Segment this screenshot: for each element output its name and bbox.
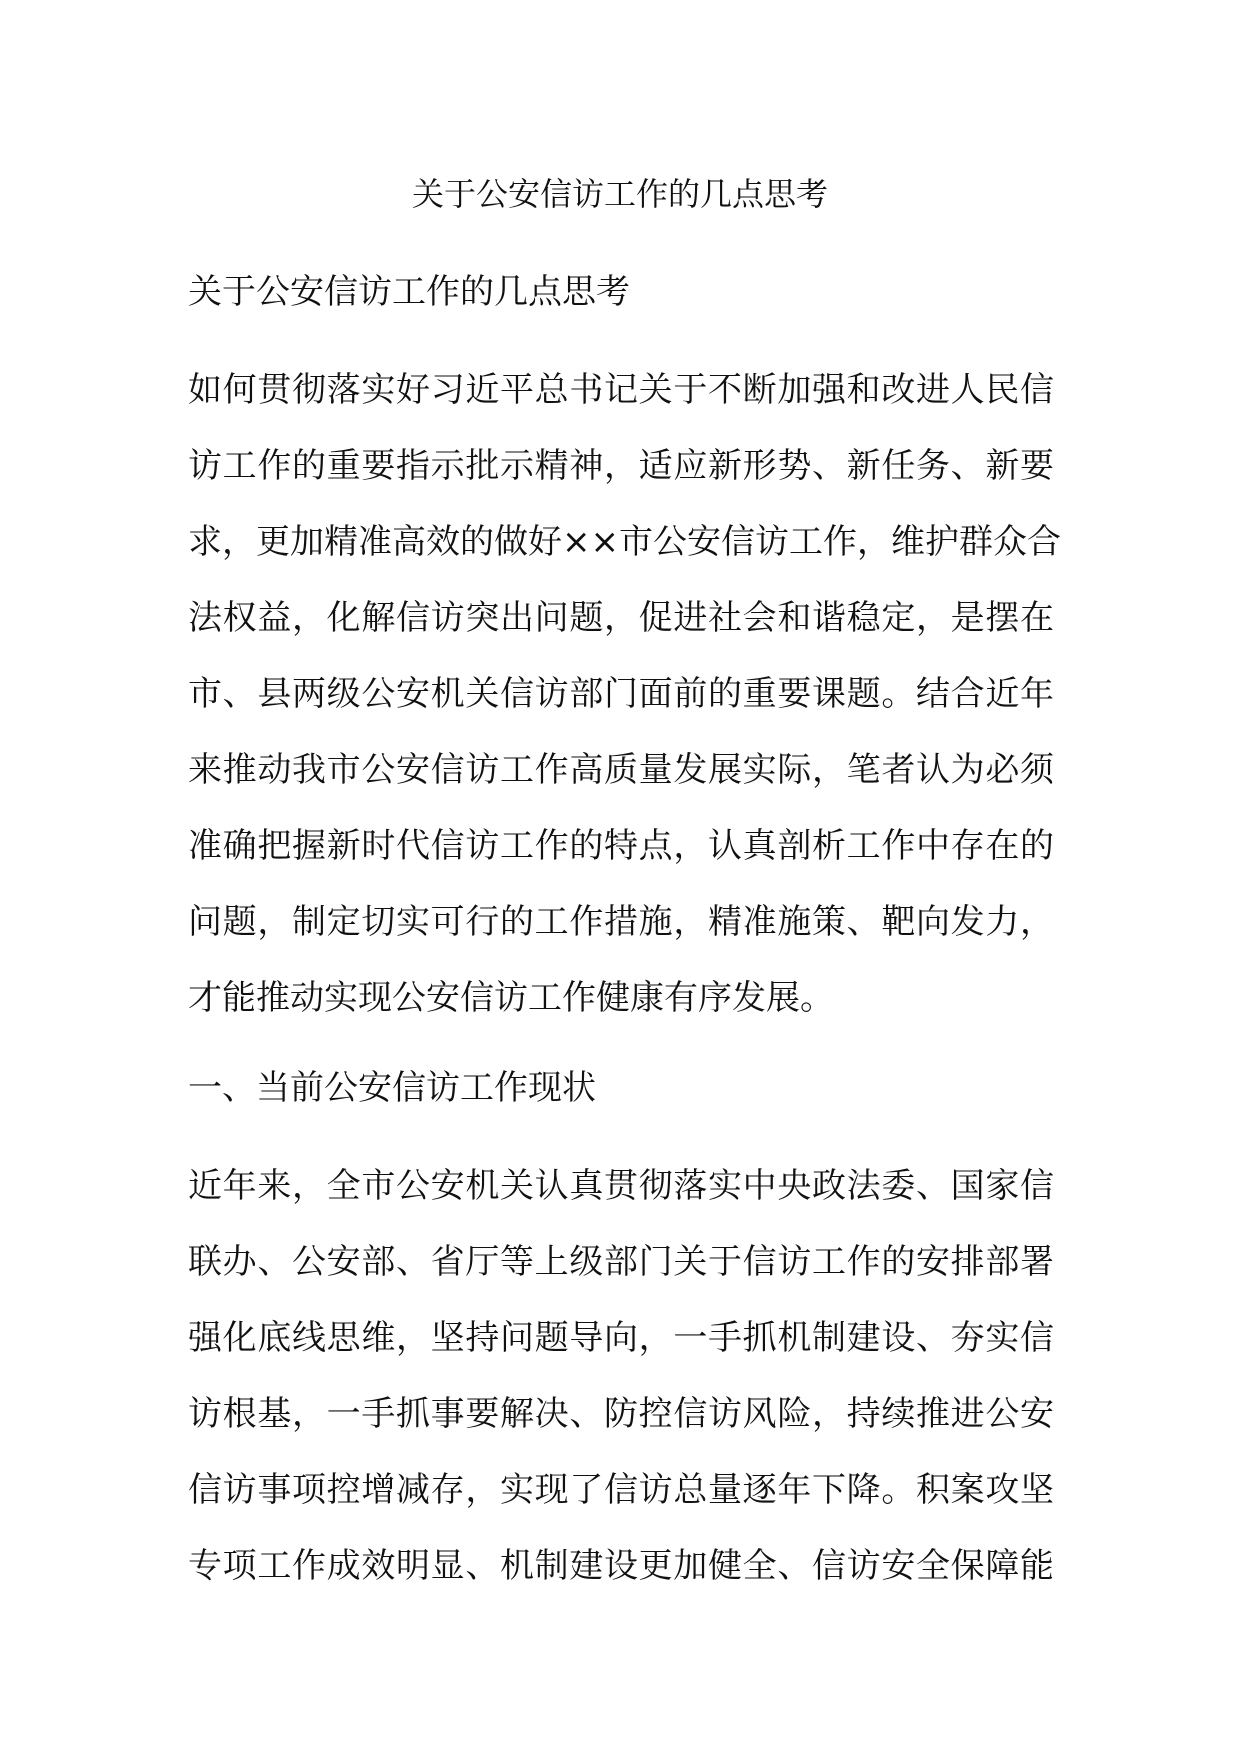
paragraph-line: 来推动我市公安信访工作高质量发展实际，笔者认为必须	[188, 750, 1054, 790]
paragraph-line: 专项工作成效明显、机制建设更加健全、信访安全保障能	[188, 1546, 1054, 1586]
paragraph-status	[188, 1148, 1054, 1604]
paragraph-line: 问题，制定切实可行的工作措施，精准施策、靶向发力，	[188, 902, 1054, 942]
paragraph-line: 近年来，全市公安机关认真贯彻落实中央政法委、国家信	[188, 1166, 1054, 1206]
paragraph-intro	[188, 352, 1061, 1036]
paragraph-line: 市、县两级公安机关信访部门面前的重要课题。结合近年	[188, 674, 1054, 714]
paragraph-line: 强化底线思维，坚持问题导向，一手抓机制建设、夯实信	[188, 1318, 1054, 1358]
document-subtitle: 关于公安信访工作的几点思考	[188, 272, 630, 312]
document-title: 关于公安信访工作的几点思考	[411, 175, 828, 213]
paragraph-line: 联办、公安部、省厅等上级部门关于信访工作的安排部署	[188, 1242, 1054, 1282]
paragraph-line: 才能推动实现公安信访工作健康有序发展。	[188, 978, 834, 1018]
paragraph-line: 信访事项控增减存，实现了信访总量逐年下降。积案攻坚	[188, 1470, 1054, 1510]
paragraph-line: 如何贯彻落实好习近平总书记关于不断加强和改进人民信	[188, 370, 1054, 410]
paragraph-line: 求，更加精准高效的做好××市公安信访工作，维护群众合	[188, 522, 1061, 562]
paragraph-line: 法权益，化解信访突出问题，促进社会和谐稳定，是摆在	[188, 598, 1054, 638]
section-heading: 一、当前公安信访工作现状	[188, 1068, 596, 1108]
paragraph-line: 访根基，一手抓事要解决、防控信访风险，持续推进公安	[188, 1394, 1054, 1434]
paragraph-line: 准确把握新时代信访工作的特点，认真剖析工作中存在的	[188, 826, 1054, 866]
paragraph-line: 访工作的重要指示批示精神，适应新形势、新任务、新要	[188, 446, 1054, 486]
document-body	[188, 262, 1061, 1626]
